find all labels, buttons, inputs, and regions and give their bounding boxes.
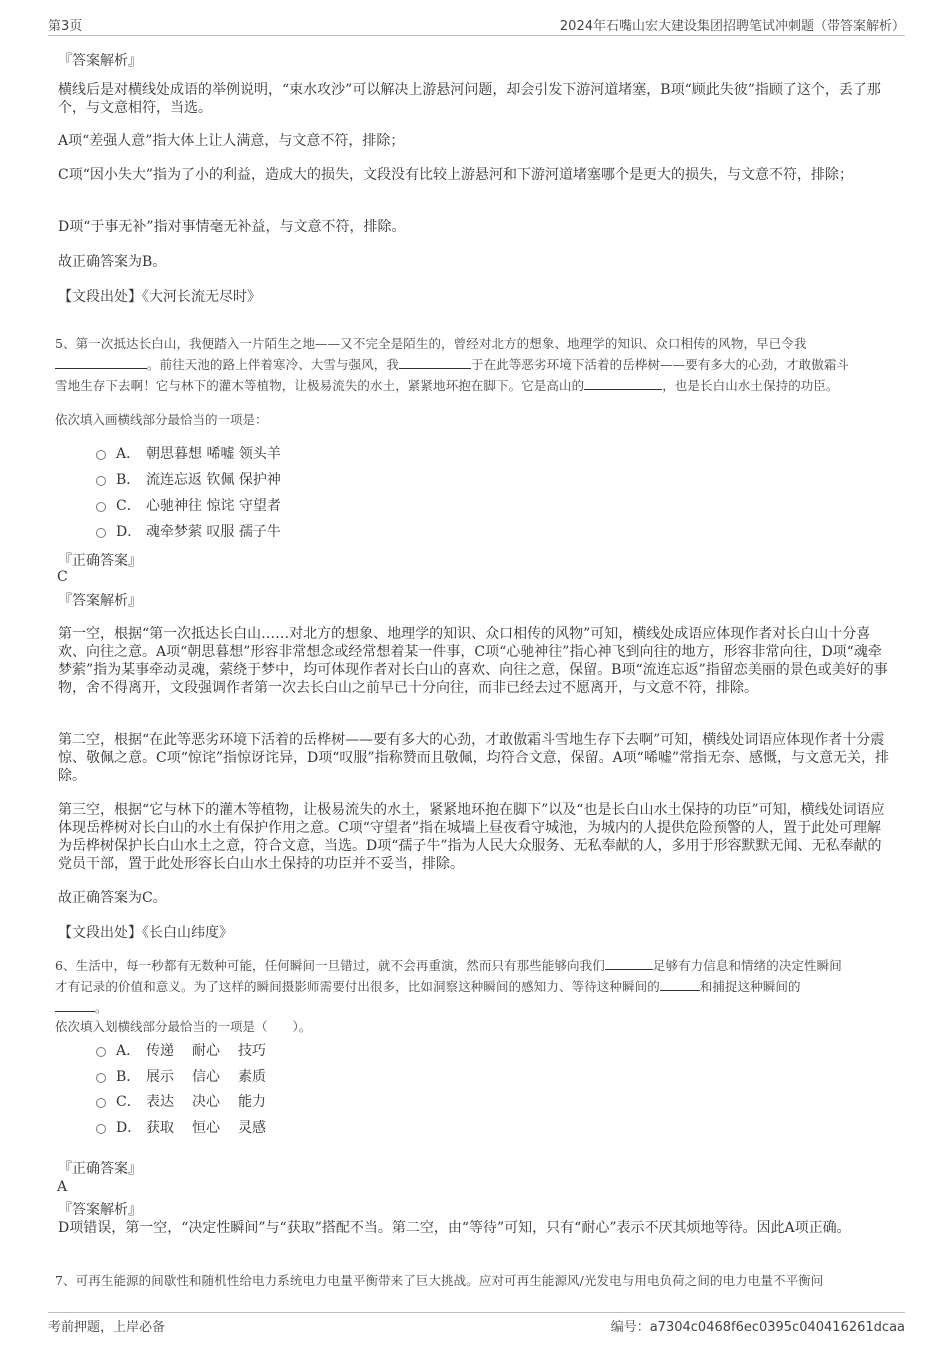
- option-b[interactable]: B． 流连忘返 钦佩 保护神: [96, 469, 281, 491]
- fill-blank: [55, 355, 147, 369]
- correct-answer: C: [57, 569, 68, 585]
- correct-answer-label: 『正确答案』: [58, 553, 142, 569]
- radio-button[interactable]: [96, 1098, 106, 1108]
- radio-button[interactable]: [96, 1124, 106, 1134]
- radio-button[interactable]: [96, 1073, 106, 1083]
- radio-button[interactable]: [96, 528, 106, 538]
- question-7-stem: 7、可再生能源的间歇性和随机性给电力系统电力电量平衡带来了巨大挑战。应对可再生能源风/光发电与用电负荷之间的电力电量不平衡问: [55, 1273, 824, 1288]
- analysis-paragraph: D项“于事无补”指对事情毫无补益，与文意不符，排除。: [58, 219, 406, 235]
- analysis-paragraph: 第二空，根据“在此等恶劣环境下活着的岳桦树——要有多大的心劲，才敢傲霜斗雪地生存下去啊”可知，横线处词语应体现作者十分震惊、敬佩之意。C项“惊诧”指惊讶诧异，D项“叹服”指称赞而且敬佩，均符合文意，保留。A项“唏嘘”常指无奈、感慨，与文意无关，排除。: [58, 732, 889, 784]
- radio-button[interactable]: [96, 476, 106, 486]
- conclusion: 故正确答案为B。: [58, 254, 167, 270]
- analysis-paragraph: C项“因小失大”指为了小的利益，造成大的损失，文段没有比较上游悬河和下游河道堵塞哪个是更大的损失，与文意不符，排除；: [58, 167, 854, 183]
- option-b[interactable]: B． 展示 信心 素质: [96, 1066, 266, 1088]
- correct-answer-label: 『正确答案』: [58, 1161, 142, 1177]
- document-id: 编号：a7304c0468f6ec0395c040416261dcaa: [610, 1320, 905, 1335]
- source-citation: 【文段出处】《长白山纬度》: [58, 925, 233, 941]
- analysis-paragraph: 第三空，根据“它与林下的灌木等植物，让极易流失的水土，紧紧地环抱在脚下”以及“也是长白山水土保持的功臣”可知，横线处词语应体现岳桦树对长白山的水土有保护作用之意。C项“守望者”指在城墙上昼夜看守城池，为城内的人提供危险预警的人，置于此处可理解为岳桦树保护长白山水土之意，符合文意，当选。D项“孺子牛”指为人民大众服务、无私奉献的人，多用于形容默默无闻、无私奉献的党员干部，置于此处形容长白山水土保持的功臣并不妥当，排除。: [58, 802, 885, 872]
- question-text: 雪地生存下去啊！它与林下的灌木等植物，让极易流失的水土，紧紧地环抱在脚下。它是高山的 ，也是长白山水土保持的功臣。: [55, 378, 839, 393]
- fill-blank: [584, 376, 662, 390]
- question-text: 。: [55, 997, 895, 1018]
- analysis-paragraph: D项错误，第一空，“决定性瞬间”与“获取”搭配不当。第二空，由“等待”可知，只有“耐心”表示不厌其烦地等待。因此A项正确。: [58, 1220, 851, 1236]
- option-a[interactable]: A． 朝思暮想 唏嘘 领头羊: [96, 443, 281, 465]
- question-text: 6、生活中，每一秒都有无数种可能，任何瞬间一旦错过，就不会再重演，然而只有那些能够向我们 足够有力信息和情绪的决定性瞬间: [55, 958, 842, 973]
- document-title: 2024年石嘴山宏大建设集团招聘笔试冲刺题（带答案解析）: [559, 19, 905, 34]
- question-text: 才有记录的价值和意义。为了这样的瞬间摄影师需要付出很多，比如洞察这种瞬间的感知力、等待这种瞬间的 和捕捉这种瞬间的: [55, 979, 801, 994]
- correct-answer: A: [57, 1179, 68, 1195]
- option-c[interactable]: C． 心驰神往 惊诧 守望者: [96, 495, 281, 517]
- radio-button[interactable]: [96, 502, 106, 512]
- page-header: [48, 13, 905, 36]
- analysis-paragraph: 第一空，根据“第一次抵达长白山……对北方的想象、地理学的知识、众口相传的风物”可知，横线处成语应体现作者对长白山十分喜欢、向往之意。A项“朝思暮想”形容非常想念或经常想着某一件事，C项“心驰神往”指心神飞到向往的地方，形容非常向往，D项“魂牵梦萦”指为某事牵动灵魂，萦绕于梦中，均可体现作者对长白山的喜欢、向往之意，保留。B项“流连忘返”指留恋美丽的景色或美好的事物，舍不得离开，文段强调作者第一次去长白山之前早已十分向往，而非已经去过不愿离开，与文意不符，排除。: [58, 626, 888, 696]
- option-d[interactable]: D． 获取 恒心 灵感: [96, 1117, 266, 1139]
- question-text: 5、第一次抵达长白山，我便踏入一片陌生之地——又不完全是陌生的，曾经对北方的想象、地理学的知识、众口相传的风物，早已令我: [55, 336, 807, 351]
- fill-blank: [55, 998, 95, 1012]
- question-prompt: 依次填入划横线部分最恰当的一项是（ ）。: [55, 1019, 312, 1034]
- conclusion: 故正确答案为C。: [58, 890, 167, 906]
- option-c[interactable]: C． 表达 决心 能力: [96, 1091, 266, 1113]
- analysis-label: 『答案解析』: [58, 1202, 142, 1218]
- footer-slogan: 考前押题，上岸必备: [48, 1320, 166, 1335]
- analysis-paragraph: A项“差强人意”指大体上让人满意，与文意不符，排除；: [58, 133, 405, 149]
- radio-button[interactable]: [96, 1047, 106, 1057]
- analysis-paragraph: 横线后是对横线处成语的举例说明，“束水攻沙”可以解决上游悬河问题，却会引发下游河道堵塞，B项“顾此失彼”指顾了这个，丢了那个，与文意相符，当选。: [58, 82, 881, 116]
- source-citation: 【文段出处】《大河长流无尽时》: [58, 289, 261, 305]
- fill-blank: [605, 956, 653, 970]
- question-6-stem: [55, 955, 895, 1018]
- analysis-label: 『答案解析』: [58, 593, 142, 609]
- radio-button[interactable]: [96, 450, 106, 460]
- question-5-stem: [55, 333, 895, 396]
- option-d[interactable]: D． 魂牵梦萦 叹服 孺子牛: [96, 521, 281, 543]
- fill-blank: [399, 355, 471, 369]
- question-prompt: 依次填入画横线部分最恰当的一项是：: [55, 412, 268, 427]
- analysis-label: 『答案解析』: [58, 53, 142, 69]
- fill-blank: [660, 977, 700, 991]
- question-text: 。前往天池的路上伴着寒冷、大雪与强风，我 于在此等恶劣环境下活着的岳桦树——要有多大的心劲，才敢傲霜斗: [55, 354, 895, 375]
- page-number: 第3页: [48, 19, 83, 34]
- option-a[interactable]: A． 传递 耐心 技巧: [96, 1040, 266, 1062]
- page-footer: [48, 1312, 905, 1333]
